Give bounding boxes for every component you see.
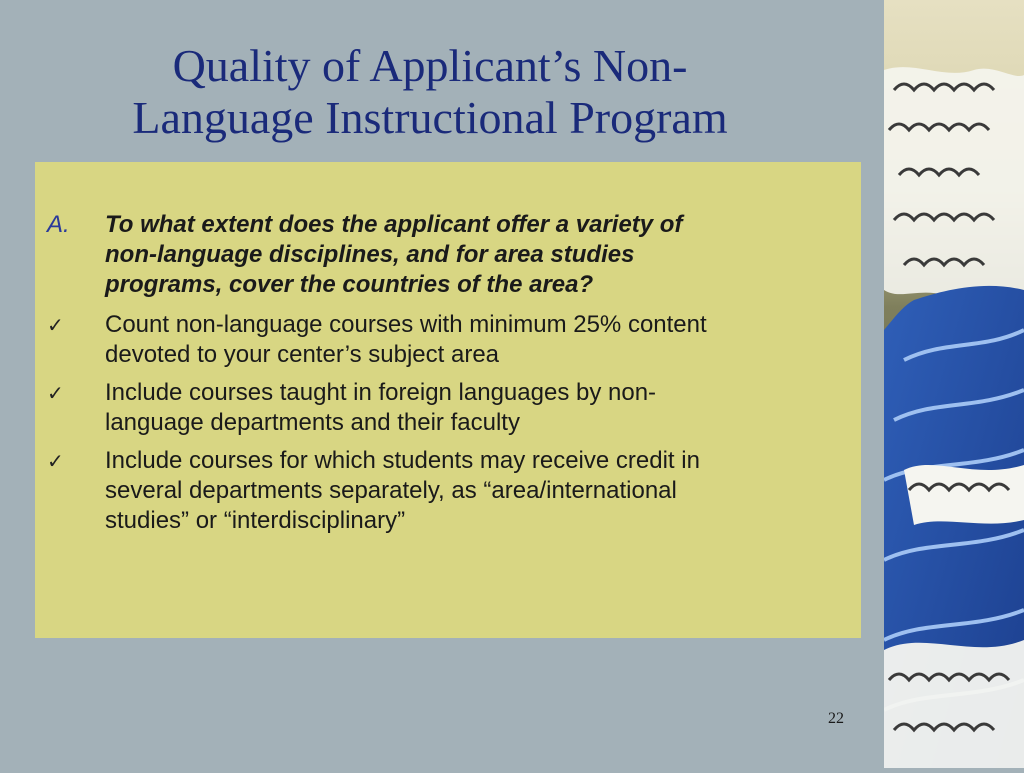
bullet-text	[105, 310, 845, 370]
slide-title	[40, 40, 820, 144]
question-marker: A.	[47, 211, 70, 238]
question-text	[105, 210, 845, 300]
checkmark-icon: ✓	[47, 381, 64, 405]
bullet-line: Include courses for which students may receive credit in	[105, 447, 700, 474]
content-box	[35, 162, 861, 638]
bullet-line: Include courses taught in foreign languages by non-	[105, 379, 657, 406]
question-line: To what extent does the applicant offer a variety of	[105, 211, 683, 238]
bullet-line: devoted to your center’s subject area	[105, 341, 500, 368]
bullet-line: language departments and their faculty	[105, 409, 520, 436]
question-line: programs, cover the countries of the area?	[105, 271, 594, 298]
bullet-line: Count non-language courses with minimum 25% content	[105, 311, 707, 338]
wave-illustration	[884, 0, 1024, 768]
question-line: non-language disciplines, and for area studies	[105, 241, 635, 268]
page-number: 22	[828, 710, 844, 727]
bullet-text	[105, 446, 845, 536]
checkmark-icon: ✓	[47, 449, 64, 473]
checkmark-icon: ✓	[47, 313, 64, 337]
bullet-text	[105, 378, 845, 438]
bullet-line: studies” or “interdisciplinary”	[105, 507, 406, 534]
title-line-1: Quality of Applicant’s Non-	[172, 40, 688, 91]
title-line-2: Language Instructional Program	[132, 92, 728, 143]
bullet-line: several departments separately, as “area/international	[105, 477, 677, 504]
great-wave-decoration	[884, 0, 1024, 768]
